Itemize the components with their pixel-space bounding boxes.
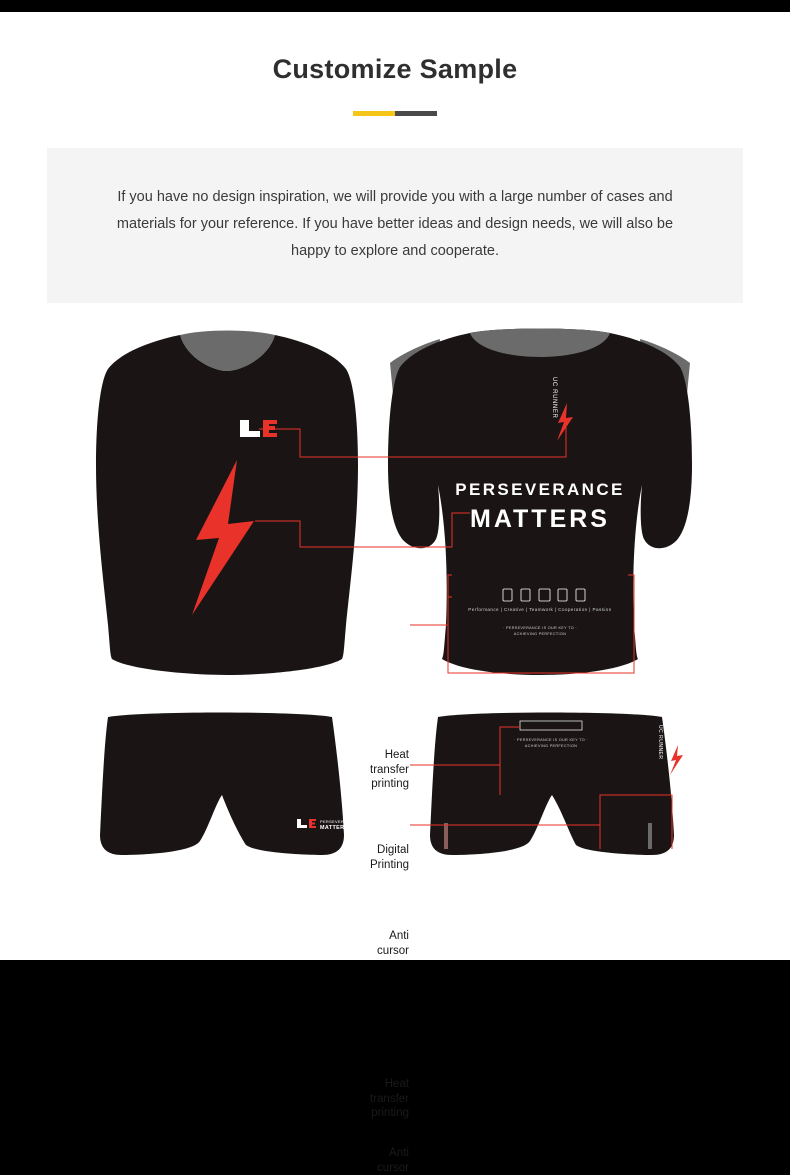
callout-line-1: Digital — [377, 844, 409, 856]
svg-text:MATTERS: MATTERS — [320, 825, 349, 831]
singlet-back-care-note-2: ACHIEVING PERFECTION — [513, 632, 567, 636]
callout-line-2: transfer — [370, 1092, 409, 1105]
callout-label-singlet-anti-cursor — [334, 929, 409, 958]
callout-line-2: cursor — [377, 944, 409, 957]
svg-text:PERSEVERANCE: PERSEVERANCE — [320, 819, 357, 824]
callout-line-1: Anti — [389, 930, 409, 942]
callout-line-2: Printing — [370, 858, 409, 871]
callout-line-2: transfer — [370, 763, 409, 776]
callout-line-3: printing — [371, 1107, 409, 1119]
callout-label-shorts-heat — [334, 1077, 409, 1121]
singlet-back-headline-bottom: MATTERS — [470, 505, 610, 533]
page-canvas — [0, 12, 790, 1174]
singlet-front-graphic — [96, 331, 358, 676]
shorts-back-bolt — [670, 745, 683, 775]
callout-line-1: Anti — [389, 1147, 409, 1159]
singlet-back-care-labels: Performance | Creative | Teamwork | Cooperation | Passion — [468, 607, 612, 612]
callout-line-1: Heat — [384, 1078, 409, 1090]
divider-dark-segment — [395, 111, 437, 116]
singlet-back-graphic — [388, 329, 692, 676]
singlet-back-headline-top: PERSEVERANCE — [455, 480, 625, 499]
callout-line-2: cursor — [377, 1161, 409, 1174]
singlet-back-collar-text: UC RUNNER — [551, 377, 557, 419]
intro-panel — [47, 148, 743, 303]
shorts-back-waist-text-1: · PERSEVERANCE IS OUR KEY TO · — [514, 738, 588, 742]
divider-yellow-segment — [353, 111, 395, 116]
callout-label-shorts-anti-cursor — [334, 1146, 409, 1175]
singlet-back-care-note-1: · PERSEVERANCE IS OUR KEY TO · — [503, 626, 577, 630]
shorts-back-graphic — [430, 713, 683, 856]
callout-line-1: Heat — [384, 749, 409, 761]
title-divider — [0, 111, 790, 116]
footer-bar — [0, 960, 790, 972]
intro-text: If you have no design inspiration, we will provide you with a large number of cases and materials for your reference. If you have better ideas and design needs, we will also be happy to explore and cooperate. — [116, 189, 674, 259]
callout-label-singlet-front-digital — [334, 843, 409, 872]
shorts-back-waist-text-2: ACHIEVING PERFECTION — [524, 744, 578, 748]
shorts-back-side-text: UC RUNNER — [657, 725, 663, 760]
callout-label-singlet-front-heat — [334, 748, 409, 792]
shorts-front-graphic — [100, 713, 357, 856]
garment-illustration — [0, 325, 790, 1174]
callout-line-3: printing — [371, 778, 409, 790]
page-title: Customize Sample — [272, 54, 518, 84]
